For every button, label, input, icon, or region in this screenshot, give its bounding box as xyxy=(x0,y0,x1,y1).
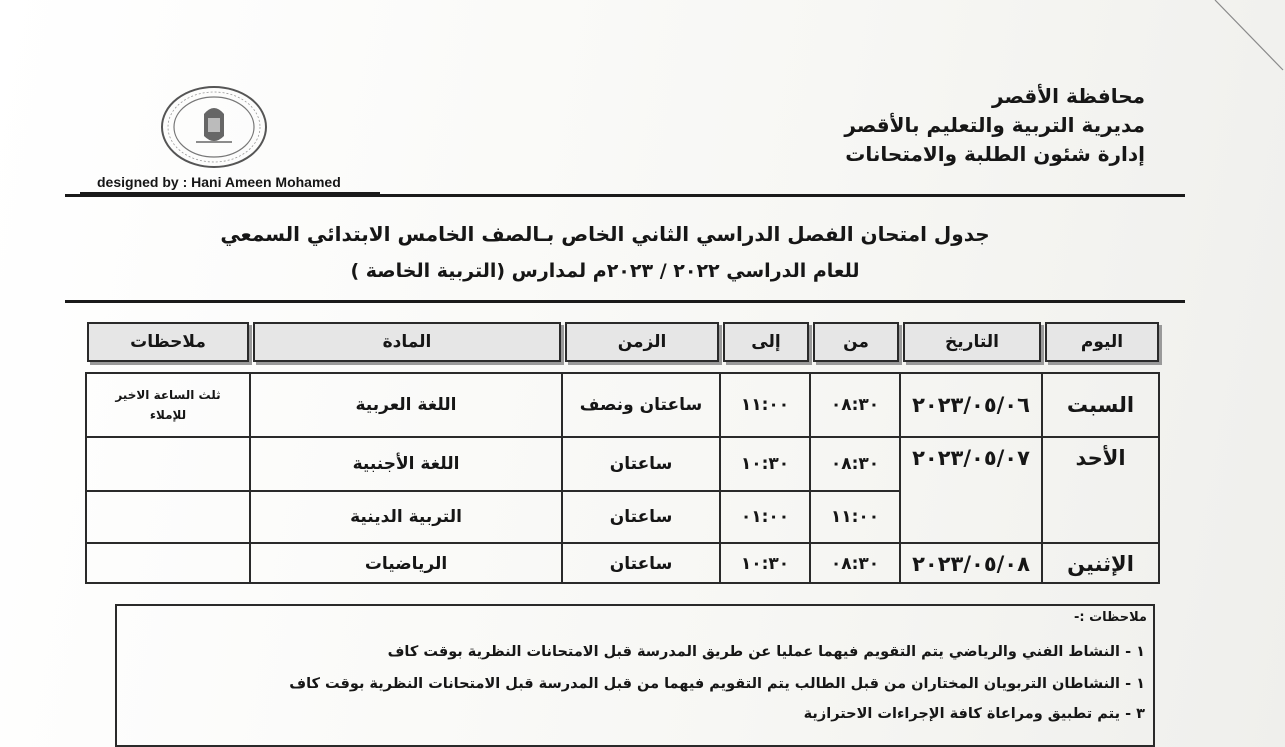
cell-subject: اللغة الأجنبية xyxy=(352,454,460,474)
title-divider xyxy=(65,300,1185,303)
note-item: ١ - النشاطان التربويان المختاران من قبل الطالب يتم التقويم فيهما من قبل المدرسة قبل الامتحانات النظرية بوقت كاف xyxy=(289,676,1145,692)
governorate-name: محافظة الأقصر xyxy=(992,84,1145,108)
notes-title: ملاحظات :- xyxy=(1073,610,1147,625)
cell-duration: ساعتان ونصف xyxy=(579,395,703,415)
cell-from: ٠٨:٣٠ xyxy=(830,454,880,474)
cell-to: ١١:٠٠ xyxy=(740,395,790,415)
header-divider xyxy=(65,194,1185,197)
cell-duration: ساعتان xyxy=(609,507,673,527)
cell-duration: ساعتان xyxy=(609,554,673,574)
title-line-2: للعام الدراسي ٢٠٢٢ / ٢٠٢٣م لمدارس (التربية الخاصة ) xyxy=(350,260,860,282)
note-item: ١ - النشاط الفني والرياضي يتم التقويم فيهما عمليا عن طريق المدرسة قبل الامتحانات النظرية بوقت كاف xyxy=(387,644,1145,660)
department-name: إدارة شئون الطلبة والامتحانات xyxy=(845,142,1145,166)
cell-date: ٢٠٢٣/٠٥/٠٦ xyxy=(912,393,1030,417)
notes-box xyxy=(115,604,1155,747)
note-text: للإملاء xyxy=(149,408,187,422)
issuer-header xyxy=(844,82,1145,169)
title-line-1: جدول امتحان الفصل الدراسي الثاني الخاص بـالصف الخامس الابتدائي السمعي xyxy=(220,222,990,246)
cell-date: ٢٠٢٣/٠٥/٠٨ xyxy=(912,552,1030,576)
cell-day: الأحد xyxy=(1075,446,1126,470)
directorate-name: مديرية التربية والتعليم بالأقصر xyxy=(844,113,1145,137)
cell-duration: ساعتان xyxy=(609,454,673,474)
cell-subject: الرياضيات xyxy=(364,554,448,574)
cell-day: السبت xyxy=(1066,393,1135,417)
header-day: اليوم xyxy=(1045,322,1159,362)
paper-crease-line xyxy=(1205,0,1285,90)
cell-date: ٢٠٢٣/٠٥/٠٧ xyxy=(912,446,1030,470)
cell-to: ١٠:٣٠ xyxy=(740,454,790,474)
cell-subject: اللغة العربية xyxy=(355,395,457,415)
cell-notes xyxy=(87,374,249,436)
designer-credit: designed by : Hani Ameen Mohamed xyxy=(97,174,341,190)
ministry-seal-icon xyxy=(160,84,268,170)
cell-day: الإثنين xyxy=(1067,552,1134,576)
header-to: إلى xyxy=(723,322,809,362)
header-date: التاريخ xyxy=(903,322,1041,362)
cell-subject: التربية الدينية xyxy=(350,507,462,527)
cell-to: ٠١:٠٠ xyxy=(740,507,790,527)
cell-from: ٠٨:٣٠ xyxy=(830,554,880,574)
cell-from: ١١:٠٠ xyxy=(830,507,880,527)
header-subject: المادة xyxy=(253,322,561,362)
document-title xyxy=(140,222,1070,282)
header-notes: ملاحظات xyxy=(87,322,249,362)
cell-to: ١٠:٣٠ xyxy=(740,554,790,574)
note-text: ثلث الساعة الاخير xyxy=(115,388,221,402)
note-item: ٣ - يتم تطبيق ومراعاة كافة الإجراءات الاحترازية xyxy=(803,706,1145,722)
header-from: من xyxy=(813,322,899,362)
table-body xyxy=(85,372,1160,584)
header-duration: الزمن xyxy=(565,322,719,362)
cell-from: ٠٨:٣٠ xyxy=(830,395,880,415)
